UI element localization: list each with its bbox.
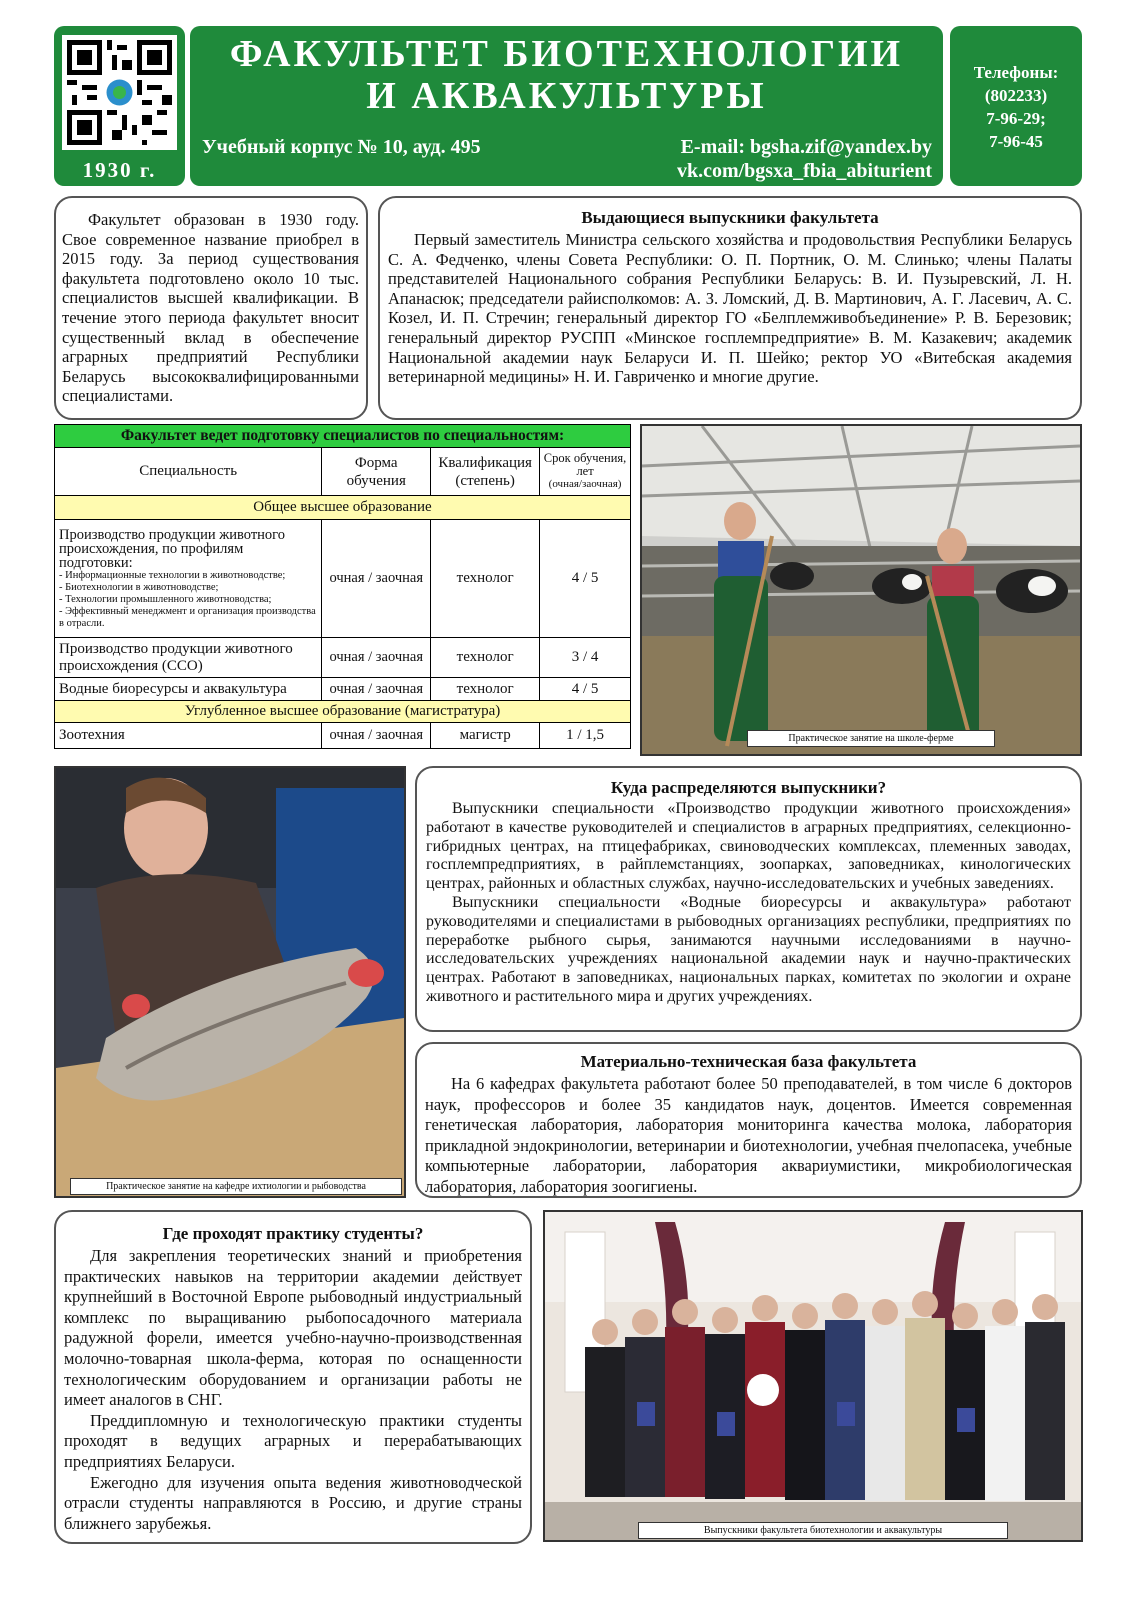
practice-p3: Ежегодно для изучения опыта ведения животноводческой отрасли студенты направляются в Россию, и другие страны ближнего зарубежья. [64, 1472, 522, 1533]
row3-specialty: Водные биоресурсы и аквакультура [55, 678, 322, 701]
distribution-box [415, 766, 1082, 1032]
row1-specialty [55, 520, 322, 638]
phone-2[interactable]: 7-96-45 [989, 132, 1043, 151]
base-box [415, 1042, 1082, 1198]
row1-profile-4: - Эффективный менеджмент и организация производства в отрасли. [59, 606, 316, 629]
row3-term: 4 / 5 [540, 678, 631, 701]
practice-title: Где проходят практику студенты? [162, 1224, 424, 1243]
vk-link[interactable]: vk.com/bgsxa_fbia_abiturient [676, 160, 932, 182]
faculty-title-line2: И АКВАКУЛЬТУРЫ [366, 75, 767, 117]
row4-specialty: Зоотехния [55, 723, 322, 749]
phone-1[interactable]: 7-96-29; [986, 109, 1046, 128]
phones-block [950, 26, 1082, 186]
header-term-label: Срок обучения, лет [543, 451, 627, 478]
distribution-p1: Выпускники специальности «Производство продукции животного происхождения» работают в качестве руководителей и специалистов в аграрных предприятиях, селекционно-гибридных центрах, на птицефабриках, свиноводческих комплексах, племенных заводах, госплемпредприятиях, в райплемстанциях, зоопарках, заповедниках, кинологических центрах, районных и областных службах, научно-исследовательских и учебных заведениях. [426, 800, 1071, 893]
row2-qualification: технолог [431, 638, 540, 678]
farm-photo [640, 424, 1082, 756]
row1-profile-3: - Технологии промышленного животноводства; [59, 594, 272, 605]
alumni-title: Выдающиеся выпускники факультета [581, 208, 879, 227]
row2-term: 3 / 4 [540, 638, 631, 678]
header-term [540, 448, 631, 496]
header-form: Форма обучения [322, 448, 431, 496]
section-general: Общее высшее образование [55, 496, 631, 520]
qr-code-icon [62, 35, 177, 150]
header-specialty: Специальность [55, 448, 322, 496]
practice-box [54, 1210, 532, 1544]
practice-p2: Преддипломную и технологическую практики студенты проходят в ведущих аграрных и перерабатывающих предприятиях Беларуси. [64, 1410, 522, 1471]
qr-block [54, 26, 185, 186]
row1-term: 4 / 5 [540, 520, 631, 638]
row2-specialty: Производство продукции животного происхождения (ССО) [55, 638, 322, 678]
row1-profile-2: - Биотехнологии в животноводстве; [59, 582, 219, 593]
address: Учебный корпус № 10, ауд. 495 [202, 136, 481, 158]
table-header-row [55, 448, 631, 496]
faculty-title-line1: ФАКУЛЬТЕТ БИОТЕХНОЛОГИИ [229, 33, 904, 75]
phones-label: Телефоны: [973, 63, 1059, 82]
graduates-photo-image [545, 1212, 1081, 1540]
farm-photo-image [642, 426, 1080, 754]
table-row [55, 520, 631, 638]
distribution-title: Куда распределяются выпускники? [610, 778, 887, 797]
graduates-photo [543, 1210, 1083, 1542]
practice-p1: Для закрепления теоретических знаний и приобретения практических навыков на территории академии действует крупнейший в Восточной Европе рыбоводный индустриальный комплекс по выращиванию рыбопосадочного материала радужной форели, имеется учебно-научно-производственная молочно-товарная школа-ферма, которая по оснащенности технологическим оборудованием и организации работы не имеет аналогов в СНГ. [64, 1246, 522, 1410]
email-link[interactable]: E-mail: bgsha.zif@yandex.by [680, 136, 932, 158]
intro-box [54, 196, 368, 420]
graduates-photo-caption: Выпускники факультета биотехнологии и аквакультуры [638, 1522, 1008, 1539]
row4-form: очная / заочная [322, 723, 431, 749]
section-row [55, 701, 631, 723]
table-row [55, 638, 631, 678]
distribution-p2: Выпускники специальности «Водные биоресурсы и аквакультура» работают руководителями и специалистами в рыбоводных организациях республики, предприятиях по переработке рыбного сырья, занимаются научными исследованиями в научно-исследовательских учреждениях национальной академии наук и научно-практических центрах. Работают в заповедниках, национальных парках, комитетах по экологии и охране животного и растительного мира и других учреждениях. [426, 893, 1071, 1005]
row1-form: очная / заочная [322, 520, 431, 638]
fish-photo-image [56, 768, 404, 1196]
row3-qualification: технолог [431, 678, 540, 701]
alumni-box [378, 196, 1082, 420]
founding-year: 1930 г. [82, 158, 157, 182]
specialties-table [54, 424, 631, 749]
row1-qualification: технолог [431, 520, 540, 638]
header-qualification: Квалификация (степень) [431, 448, 540, 496]
row2-form: очная / заочная [322, 638, 431, 678]
row1-title: Производство продукции животного происхождения, по профилям подготовки: [59, 527, 285, 571]
table-row [55, 678, 631, 701]
row1-profile-1: - Информационные технологии в животноводстве; [59, 570, 286, 581]
section-row [55, 496, 631, 520]
section-master: Углубленное высшее образование (магистратура) [55, 701, 631, 723]
alumni-text: Первый заместитель Министра сельского хозяйства и продовольствия Республики Беларусь С. А. Федченко, члены Совета Республики: О. П. Портник, О. М. Слинько; члены Палаты представителей Национального собрания Республики Беларусь: В. И. Пузыревский, Л. Н. Апанасюк; председатели райисполкомов: А. З. Ломский, Д. В. Мартинович, А. Г. Ласевич, А. С. Козел, И. П. Стречин; генеральный директор ГО «Белплемживобъединение» Р. В. Березовик; генеральный директор РУСПП «Минское госплемпредприятие» В. М. Казакевич; академик Национальной академии наук Беларуси И. П. Шейко; ректор УО «Витебская академия ветеринарной медицины» Н. И. Гавриченко и многие другие. [388, 230, 1072, 387]
row3-form: очная / заочная [322, 678, 431, 701]
base-title: Материально-техническая база факультета [580, 1052, 917, 1071]
fish-photo-caption: Практическое занятие на кафедре ихтиологии и рыбоводства [70, 1178, 402, 1195]
phones-code: (802233) [984, 86, 1048, 105]
row4-term: 1 / 1,5 [540, 723, 631, 749]
row4-qualification: магистр [431, 723, 540, 749]
table-row [55, 723, 631, 749]
intro-text: Факультет образован в 1930 году. Свое современное название приобрел в 2015 году. За период существования факультета подготовлено около 10 тыс. специалистов высшей квалификации. В течение этого периода факультет вносит существенный вклад в обеспечение аграрных предприятий Республики Беларусь высококвалифицированными специалистами. [62, 210, 359, 406]
header-banner [190, 26, 943, 186]
header-term-note: (очная/заочная) [548, 478, 622, 490]
fish-photo [54, 766, 406, 1198]
table-title: Факультет ведет подготовку специалистов по специальностям: [54, 424, 631, 447]
farm-photo-caption: Практическое занятие на школе-ферме [747, 730, 995, 747]
base-text: На 6 кафедрах факультета работают более 50 преподавателей, в том числе 6 докторов наук, профессоров и более 35 кандидатов наук, доцентов. Имеется современная генетическая лаборатория, лаборатория мониторинга качества молока, лаборатория прикладной эндокринологии, ветеринарии и биотехнологии, учебная пчелопасека, учебные компьютерные лаборатории, лаборатория аквариумистики, микробиологическая лаборатория, лаборатория зоогигиены. [425, 1074, 1072, 1196]
